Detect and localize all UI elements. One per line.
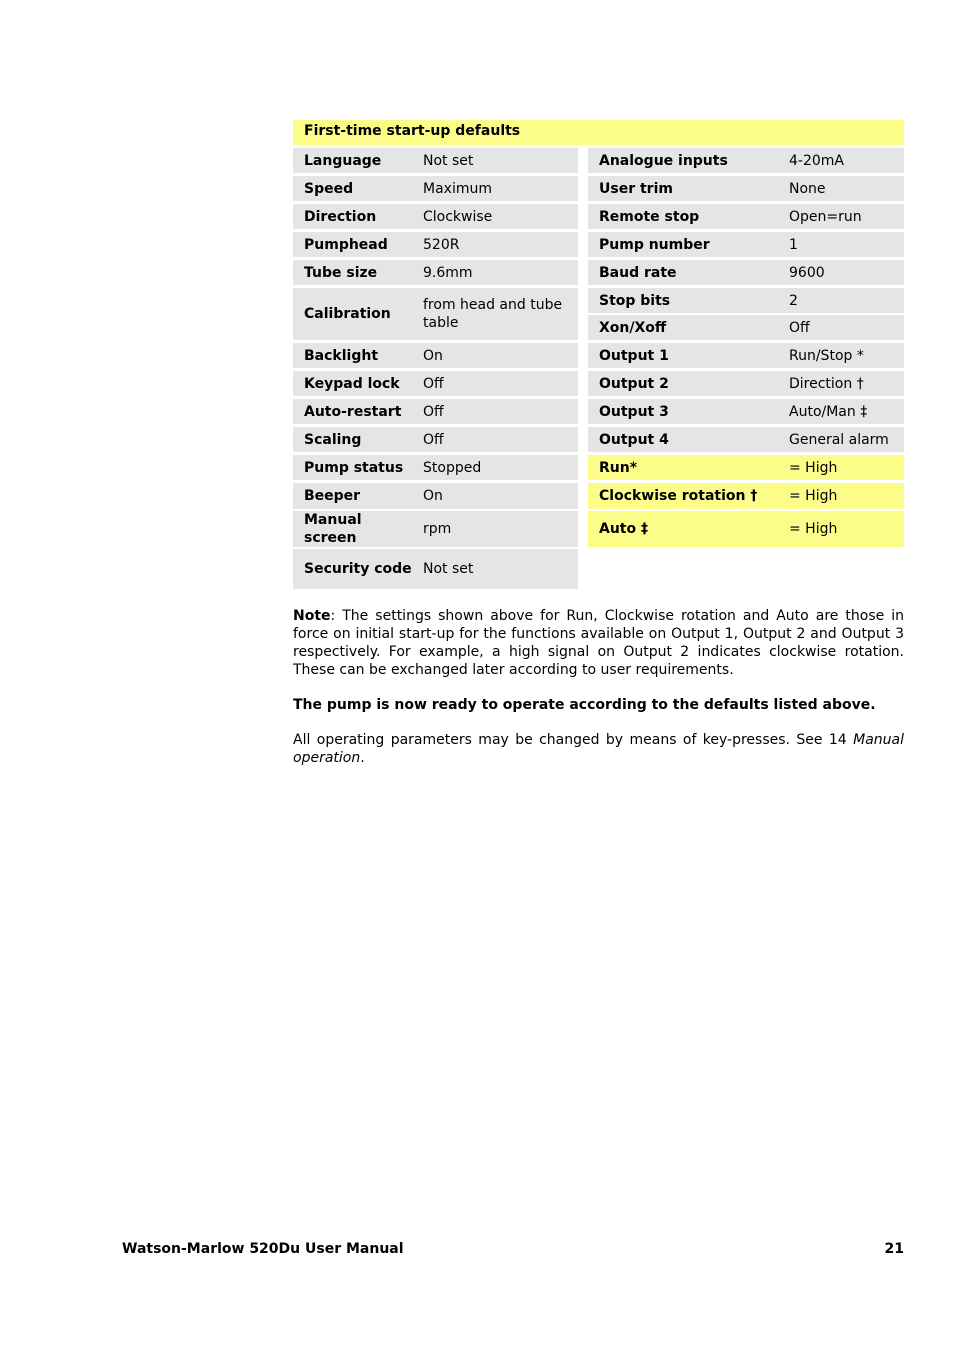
table-row xyxy=(293,260,578,285)
setting-label: Backlight xyxy=(304,347,379,364)
table-row xyxy=(293,455,578,480)
setting-label: Baud rate xyxy=(599,264,677,281)
setting-label: Run* xyxy=(599,459,638,476)
setting-value: 520R xyxy=(423,236,460,253)
setting-label: Calibration xyxy=(304,306,391,322)
table-row xyxy=(588,399,904,424)
table-row-highlight xyxy=(588,511,904,547)
table-row-highlight xyxy=(588,483,904,509)
table-row xyxy=(588,232,904,257)
setting-label: Auto-restart xyxy=(304,403,402,420)
setting-value: General alarm xyxy=(789,431,889,448)
setting-label: User trim xyxy=(599,180,673,197)
setting-label: Manual screen xyxy=(304,512,362,546)
setting-value: Off xyxy=(789,319,810,336)
setting-label: Speed xyxy=(304,180,354,197)
setting-value: 1 xyxy=(789,236,798,253)
table-row xyxy=(293,232,578,257)
manual-operation-link[interactable]: Manual operation xyxy=(293,732,904,766)
operating-suffix: . xyxy=(360,750,365,766)
footer-title: Watson-Marlow 520Du User Manual xyxy=(122,1241,404,1257)
table-row xyxy=(588,176,904,201)
setting-label: Tube size xyxy=(304,264,378,281)
setting-value: = High xyxy=(789,521,838,537)
setting-value: 9.6mm xyxy=(423,264,473,281)
table-row xyxy=(293,399,578,424)
note-label: Note xyxy=(293,608,331,624)
table-row xyxy=(293,483,578,509)
setting-value: On xyxy=(423,488,443,504)
table-row xyxy=(588,148,904,173)
setting-value: Off xyxy=(423,403,444,420)
table-row xyxy=(588,260,904,285)
table-row xyxy=(293,371,578,396)
table-row xyxy=(293,288,578,340)
setting-label: Remote stop xyxy=(599,208,700,225)
setting-label: Output 3 xyxy=(599,403,669,420)
setting-value: Not set xyxy=(423,152,474,169)
table-row xyxy=(293,549,578,589)
setting-label: Scaling xyxy=(304,431,362,448)
setting-label: Security code xyxy=(304,561,412,577)
page-number: 21 xyxy=(884,1241,904,1257)
table-row xyxy=(588,343,904,368)
setting-value: = High xyxy=(789,488,838,504)
operating-text: All operating parameters may be changed by means of key-presses. See 14 xyxy=(293,732,854,748)
setting-label: Output 1 xyxy=(599,347,669,364)
setting-value: None xyxy=(789,180,826,197)
table-row xyxy=(293,511,578,547)
table-row xyxy=(588,371,904,396)
setting-label: Beeper xyxy=(304,488,361,504)
note-text: : The settings shown above for Run, Clockwise rotation and Auto are those in force on initial start-up for the functions available on Output 1, Output 2 and Output 3 respectively. For example, a high signal on Output 2 indicates clockwise rotation. These can be exchanged later according to user requirements. xyxy=(293,608,904,678)
setting-value: Clockwise xyxy=(423,208,493,225)
setting-label: Keypad lock xyxy=(304,375,400,392)
setting-value: Off xyxy=(423,375,444,392)
setting-value: Run/Stop * xyxy=(789,347,864,364)
setting-value: Not set xyxy=(423,561,474,577)
setting-label: Stop bits xyxy=(599,292,671,309)
setting-value: On xyxy=(423,347,443,364)
ready-statement: The pump is now ready to operate according to the defaults listed above. xyxy=(293,697,876,713)
setting-label: Pump number xyxy=(599,236,710,253)
setting-label: Direction xyxy=(304,208,377,225)
setting-label: Output 2 xyxy=(599,375,669,392)
table-row-highlight xyxy=(588,455,904,480)
table-row xyxy=(588,204,904,229)
setting-value: Auto/Man ‡ xyxy=(789,403,868,420)
table-title: First-time start-up defaults xyxy=(293,120,904,145)
setting-label: Language xyxy=(304,152,382,169)
setting-value: Maximum xyxy=(423,180,492,197)
setting-label: Clockwise rotation † xyxy=(599,488,758,504)
setting-value: rpm xyxy=(423,521,452,537)
setting-value: from head and tube table xyxy=(423,297,563,331)
setting-label: Xon/Xoff xyxy=(599,319,667,336)
setting-label: Analogue inputs xyxy=(599,152,728,169)
setting-value: Stopped xyxy=(423,459,482,476)
table-row xyxy=(588,315,904,340)
table-row xyxy=(293,427,578,452)
setting-value: Open=run xyxy=(789,208,862,225)
table-row xyxy=(293,204,578,229)
setting-value: Off xyxy=(423,431,444,448)
setting-value: 2 xyxy=(789,292,798,309)
setting-label: Pump status xyxy=(304,459,404,476)
table-row xyxy=(293,343,578,368)
setting-value: = High xyxy=(789,459,838,476)
setting-label: Pumphead xyxy=(304,236,388,253)
setting-value: Direction † xyxy=(789,375,864,392)
setting-label: Output 4 xyxy=(599,431,669,448)
setting-value: 4-20mA xyxy=(789,152,844,169)
table-row xyxy=(588,288,904,313)
table-row xyxy=(293,148,578,173)
note-paragraph xyxy=(293,607,904,679)
table-row xyxy=(293,176,578,201)
operating-paragraph xyxy=(293,731,904,767)
setting-label: Auto ‡ xyxy=(599,521,648,537)
setting-value: 9600 xyxy=(789,264,825,281)
table-row xyxy=(588,427,904,452)
